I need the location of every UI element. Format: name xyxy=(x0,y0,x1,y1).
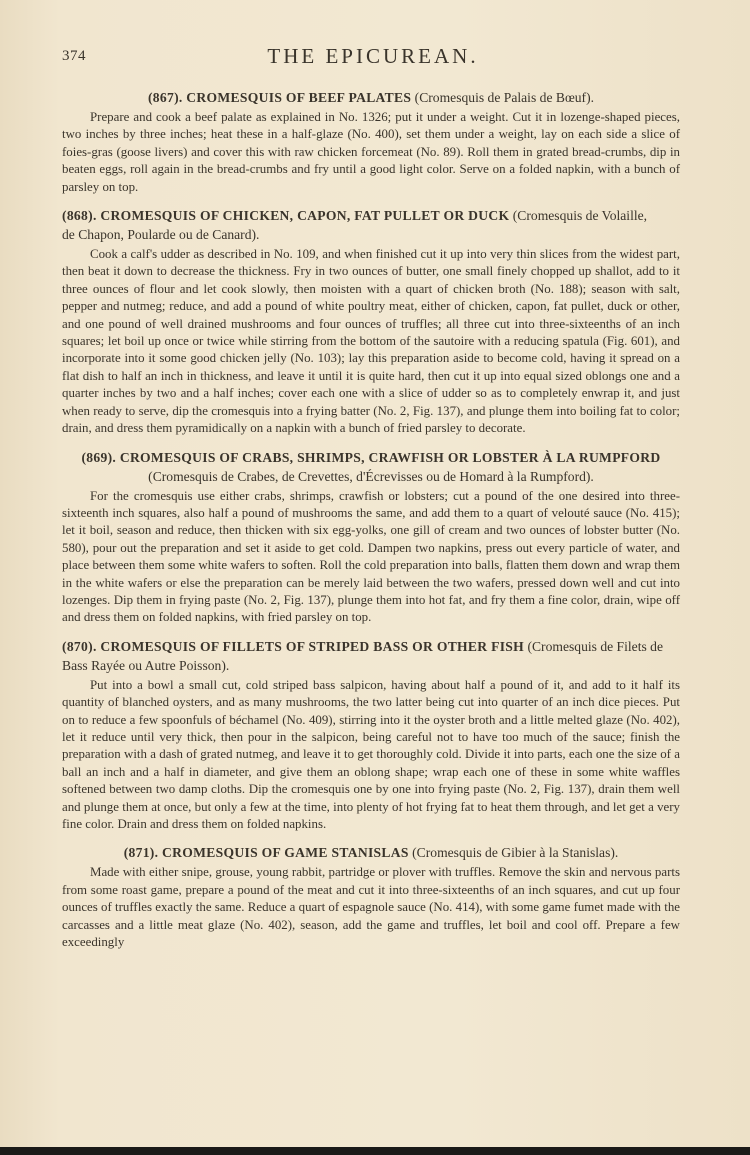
running-title: THE EPICUREAN. xyxy=(267,44,479,68)
page-content xyxy=(62,88,680,961)
recipe-title-french-continued: (Cromesquis de Crabes, de Crevettes, d'Écrevisses ou de Homard à la Rumpford). xyxy=(148,468,594,484)
page-number: 374 xyxy=(62,48,86,64)
recipe-text: Cook a calf's udder as described in No. 109, and when finished cut it up into very thin slices from the widest part, then beat it down to decrease the thickness. Fry in two ounces of butter, one small finely chopped up shallot, add to it three ounces of flour and let cook slowly, then moisten with a quart of chicken broth (No. 188); season with salt, pepper and nutmeg; reduce, and add a pound of white poultry meat, either of chicken, capon, fat pullet, duck or other, and one pound of well drained mushrooms and four ounces of truffles; all three cut into three-sixteenths of an inch squares; let boil up once or twice while stirring from the bottom of the sautoire with a reducing spatula (Fig. 601), and incorporate into it some good chicken jelly (No. 103); lay this preparation aside to become cold, having it spread on a flat dish to half an inch in thickness, and leave it until it is quite hard, then cut it up into equal sized oblongs one and a quarter inches by two and a half inches; cover each one with a slice of udder so as to completely enwrap it, and just when ready to serve, dip the cromesquis into a frying batter (No. 2, Fig. 137), and plunge them into boiling fat to color; drain, and dress them pyramidically on a napkin with a bunch of fried parsley to decorate. xyxy=(62,247,680,436)
recipe-868 xyxy=(62,206,680,437)
recipe-title xyxy=(62,206,680,244)
recipe-title-french-continued: Bass Rayée ou Autre Poisson). xyxy=(62,657,230,673)
recipe-text: Prepare and cook a beef palate as explained in No. 1326; put it under a weight. Cut it in lozenge-shaped pieces, two inches by three inches; heat these in a half-glaze (No. 400), set them under a weight, lay on each side a slice of foies-gras (goose livers) and cover this with raw chicken forcemeat (No. 89). Roll them in grated bread-crumbs, dip in beaten eggs, roll again in the bread-crumbs and fry until a good light color. Serve on a folded napkin, with a bunch of parsley on top. xyxy=(62,110,680,194)
recipe-text: For the cromesquis use either crabs, shrimps, crawfish or lobsters; cut a pound of the one desired into three-sixteenth inch squares, also half a pound of mushrooms the same, and add them to a quart of velouté sauce (No. 415); let it boil, season and reduce, then thicken with six egg-yolks, one gill of cream and two ounces of lobster butter (No. 580), pour out the preparation and set it aside to get cold. Dampen two napkins, press out every particle of water, and place between them some white wafers to soften. Roll the cold preparation into balls, flatten them down and wrap them in the white wafers or else the preparation can be merely laid between the two wafers, pressed down well and cut into lozenges. Dip them in frying paste (No. 2, Fig. 137), plunge them into hot fat, and fry them a fine color, drain, wipe off and dress them on folded napkins, with fried parsley on top. xyxy=(62,488,680,625)
recipe-title-main: (869). CROMESQUIS OF CRABS, SHRIMPS, CRAWFISH OR LOBSTER À LA RUMPFORD xyxy=(81,449,661,465)
recipe-871 xyxy=(62,843,680,951)
recipe-title-french: (Cromesquis de Gibier à la Stanislas). xyxy=(412,845,619,861)
scan-bottom-edge xyxy=(0,1147,750,1155)
recipe-869 xyxy=(62,448,680,627)
recipe-title xyxy=(62,448,680,486)
recipe-text: Put into a bowl a small cut, cold striped bass salpicon, having about half a pound of it, and add to it half its quantity of blanched oysters, and as many mushrooms, the two latter being cut into quarter of an inch dice pieces. Put on to reduce a few spoonfuls of béchamel (No. 409), stirring into it the oyster broth and a little melted glaze (No. 402), let it reduce until very thick, then pour in the salpicon, being careful not to have too much of the sauce; finish the preparation with a dash of grated nutmeg, and leave it to get thoroughly cold. Divide it into parts, each one the size of a ball an inch and a half in diameter, and give them an oblong shape; wrap each one of these in some white waffles softened between two damp cloths. Dip the cromesquis one by one into frying paste (No. 2, Fig. 137), drain them well and plunge them at once, but only a few at the time, into plenty of hot frying fat to heat them through, and let get a very fine color. Drain and dress them on folded napkins. xyxy=(62,677,680,831)
page-header xyxy=(62,44,684,72)
recipe-title-main: (867). CROMESQUIS OF BEEF PALATES xyxy=(147,90,412,105)
recipe-title-french-continued: de Chapon, Poularde ou de Canard). xyxy=(62,227,260,243)
recipe-title-french: (Cromesquis de Filets de xyxy=(527,638,663,654)
recipe-title-main: (871). CROMESQUIS OF GAME STANISLAS xyxy=(123,845,409,861)
recipe-867 xyxy=(62,88,680,196)
recipe-title-main: (868). CROMESQUIS OF CHICKEN, CAPON, FAT PULLET OR DUCK xyxy=(62,208,510,224)
recipe-title-french: (Cromesquis de Volaille, xyxy=(512,208,648,224)
recipe-text: Made with either snipe, grouse, young rabbit, partridge or plover with truffles. Remove the skin and nervous parts from some roast game, prepare a pound of the meat and cut it into three-sixteenths of an inch squares, and cut up four ounces of truffles exactly the same. Reduce a quart of espagnole sauce (No. 414), with some game fumet made with the carcasses and a little meat glaze (No. 402), season, add the game and truffles, let boil and cool off. Prepare a few exceedingly xyxy=(62,865,680,950)
recipe-title xyxy=(62,637,680,675)
recipe-title xyxy=(62,88,680,107)
recipe-title-french: (Cromesquis de Palais de Bœuf). xyxy=(414,90,595,105)
recipe-870 xyxy=(62,637,680,834)
recipe-title-main: (870). CROMESQUIS OF FILLETS OF STRIPED BASS OR OTHER FISH xyxy=(62,638,525,654)
recipe-title xyxy=(62,843,680,862)
